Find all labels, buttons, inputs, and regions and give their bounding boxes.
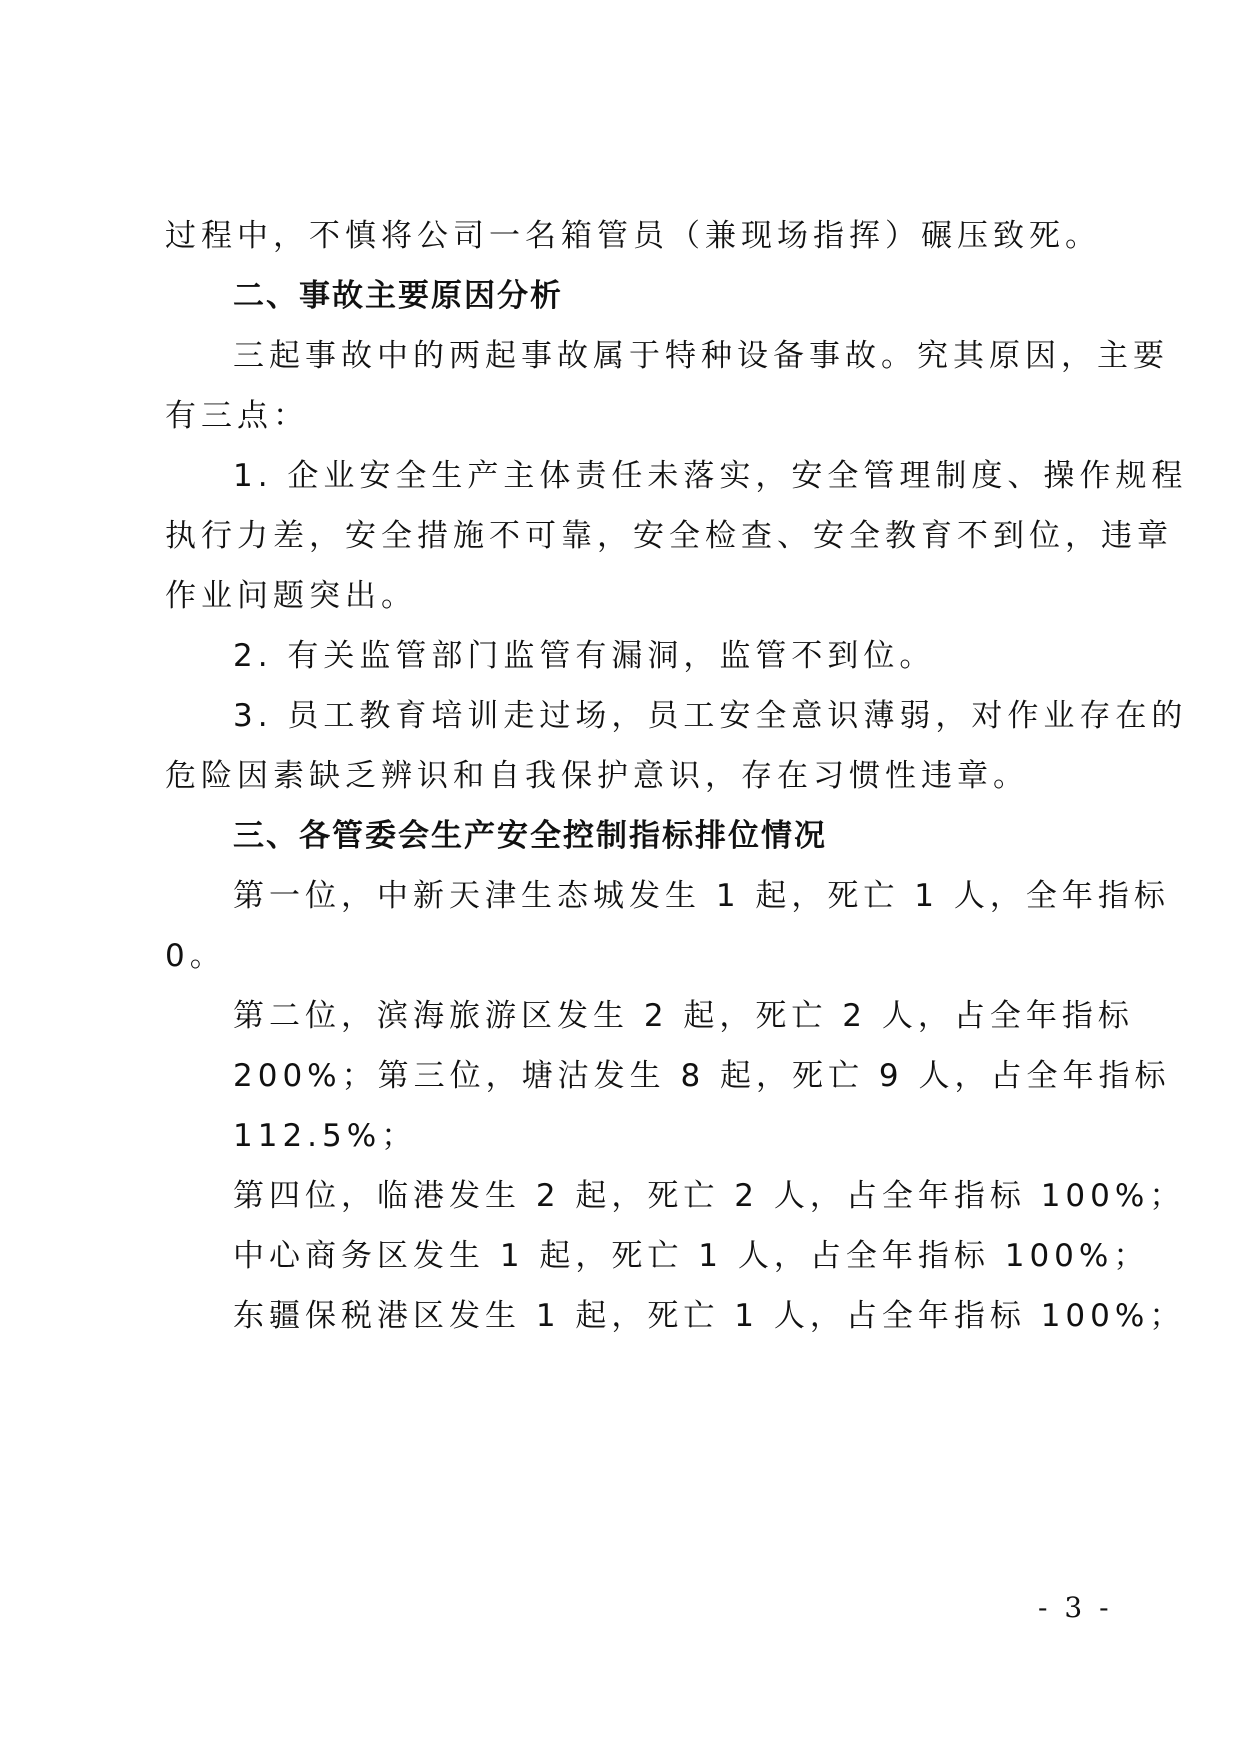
paragraph-line: 作业问题突出。 xyxy=(165,578,417,614)
ranking-line: 0。 xyxy=(165,938,226,974)
section-heading-2: 二、事故主要原因分析 xyxy=(233,278,563,314)
ranking-line: 200%；第三位，塘沽发生 8 起，死亡 9 人，占全年指标 xyxy=(233,1058,1171,1094)
paragraph-line: 有三点： xyxy=(165,398,309,434)
ranking-line: 第二位，滨海旅游区发生 2 起，死亡 2 人，占全年指标 xyxy=(233,998,1134,1034)
paragraph-line: 危险因素缺乏辨识和自我保护意识，存在习惯性违章。 xyxy=(165,758,1029,794)
ranking-line: 第四位，临港发生 2 起，死亡 2 人，占全年指标 100%； xyxy=(233,1178,1186,1214)
section-heading-3: 三、各管委会生产安全控制指标排位情况 xyxy=(233,818,827,854)
ranking-line: 中心商务区发生 1 起，死亡 1 人，占全年指标 100%； xyxy=(233,1238,1150,1274)
list-item-1: 1. 企业安全生产主体责任未落实，安全管理制度、操作规程 xyxy=(233,458,1188,494)
ranking-line: 112.5%； xyxy=(233,1118,418,1154)
paragraph-line: 三起事故中的两起事故属于特种设备事故。究其原因，主要 xyxy=(233,338,1169,374)
page-number: - 3 - xyxy=(1038,1591,1113,1624)
list-item-2: 2. 有关监管部门监管有漏洞，监管不到位。 xyxy=(233,638,936,674)
ranking-line: 东疆保税港区发生 1 起，死亡 1 人，占全年指标 100%； xyxy=(233,1298,1186,1334)
paragraph-line: 过程中，不慎将公司一名箱管员（兼现场指挥）碾压致死。 xyxy=(165,218,1101,254)
list-item-3: 3. 员工教育培训走过场，员工安全意识薄弱，对作业存在的 xyxy=(233,698,1188,734)
ranking-line: 第一位，中新天津生态城发生 1 起，死亡 1 人，全年指标 xyxy=(233,878,1170,914)
paragraph-line: 执行力差，安全措施不可靠，安全检查、安全教育不到位，违章 xyxy=(165,518,1173,554)
